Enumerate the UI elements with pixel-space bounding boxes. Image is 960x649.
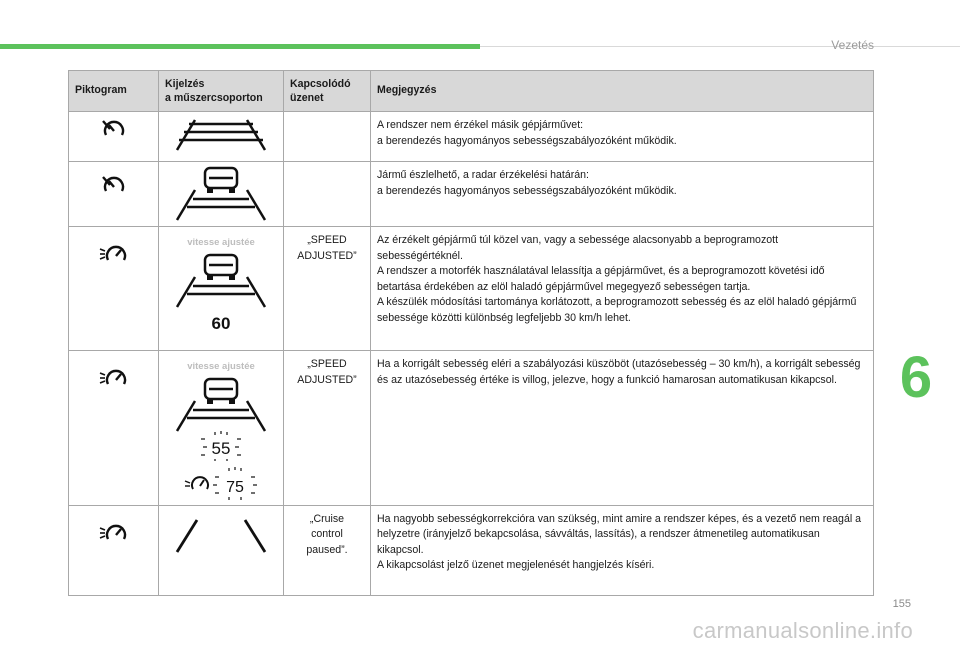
road-lanes-icon — [171, 116, 271, 154]
header-display: Kijelzés a műszercsoporton — [159, 71, 284, 112]
pictogram-cell — [69, 162, 159, 227]
display-speed-value: 55 — [211, 438, 231, 458]
note-cell: Az érzékelt gépjármű túl közel van, vagy a sebessége alacsonyabb a beprogramozott sebességértéknél. A rendszer a motorfék használatával lelassítja a gépjárművet, és a beprogramozott követési idő betartása érdekében az elöl haladó gépjárművel megegyező sebességen tartja. A készülék módosítási tartománya korlátozott, a beprogramozott sebesség és az elöl haladó gépjármű sebessége közötti különbség legfeljebb 30 km/h lehet. — [371, 227, 874, 351]
note-cell: A rendszer nem érzékel másik gépjárművet: a berendezés hagyományos sebességszabályozóként működik. — [371, 112, 874, 162]
pictogram-cell — [69, 351, 159, 506]
message-cell — [284, 112, 371, 162]
note-cell: Ha a korrigált sebesség eléri a szabályozási küszöböt (utazósebesség – 30 km/h), a korrigált sebesség és az utazósebesség értéke is villog, jelezve, hogy a funkció hamarosan automatikusan kikapcsol. — [371, 351, 874, 506]
message-cell: „SPEED ADJUSTED” — [284, 227, 371, 351]
display-cell — [159, 227, 284, 351]
header-accent-bar — [0, 44, 480, 49]
table-row — [69, 162, 874, 227]
cruise-speed-flashing-icon — [171, 465, 271, 501]
speedometer-adjusting-icon — [99, 365, 129, 389]
vehicle-ahead-flashing-speed-icon — [171, 377, 271, 461]
display-cell — [159, 162, 284, 227]
display-top-text: vitesse ajustée — [187, 361, 255, 372]
table-header-row — [69, 71, 874, 112]
vehicle-ahead-speed-icon — [171, 253, 271, 335]
header-pictogram: Piktogram — [69, 71, 159, 112]
display-speed-value: 60 — [211, 313, 231, 333]
display-cell — [159, 505, 284, 595]
display-cruise-value: 75 — [226, 478, 244, 496]
pictogram-cell — [69, 227, 159, 351]
table-row — [69, 351, 874, 506]
header-message: Kapcsolódó üzenet — [284, 71, 371, 112]
speedometer-adjusting-icon — [99, 520, 129, 544]
header-rule — [480, 46, 960, 47]
speedometer-off-icon — [101, 118, 127, 140]
note-cell: Ha nagyobb sebességkorrekcióra van szükség, mint amire a rendszer képes, és a vezető nem reagál a helyzetre (irányjelző bekapcsolása, sávváltás, lassítás), a rendszer átmenetileg automatikusan kikapcsol. A kikapcsolást jelző üzenet megjelenését hangjelzés kíséri. — [371, 505, 874, 595]
table-row — [69, 227, 874, 351]
message-cell: „Cruise control paused”. — [284, 505, 371, 595]
vehicle-ahead-lanes-icon — [171, 166, 271, 222]
display-top-text: vitesse ajustée — [187, 237, 255, 248]
header-note: Megjegyzés — [371, 71, 874, 112]
cruise-control-table — [68, 70, 874, 596]
speedometer-adjusting-icon — [99, 241, 129, 265]
message-cell — [284, 162, 371, 227]
pictogram-cell — [69, 112, 159, 162]
speedometer-off-icon — [101, 174, 127, 196]
table-row — [69, 112, 874, 162]
lane-lines-icon — [171, 518, 271, 554]
message-cell: „SPEED ADJUSTED” — [284, 351, 371, 506]
section-title: Vezetés — [831, 38, 874, 52]
page-number: 155 — [892, 598, 911, 610]
note-cell: Jármű észlelhető, a radar érzékelési határán: a berendezés hagyományos sebességszabályozóként működik. — [371, 162, 874, 227]
display-cell — [159, 351, 284, 506]
pictogram-cell — [69, 505, 159, 595]
table-row — [69, 505, 874, 595]
display-cell — [159, 112, 284, 162]
watermark-text: carmanualsonline.info — [692, 618, 913, 643]
chapter-number: 6 — [899, 345, 933, 410]
